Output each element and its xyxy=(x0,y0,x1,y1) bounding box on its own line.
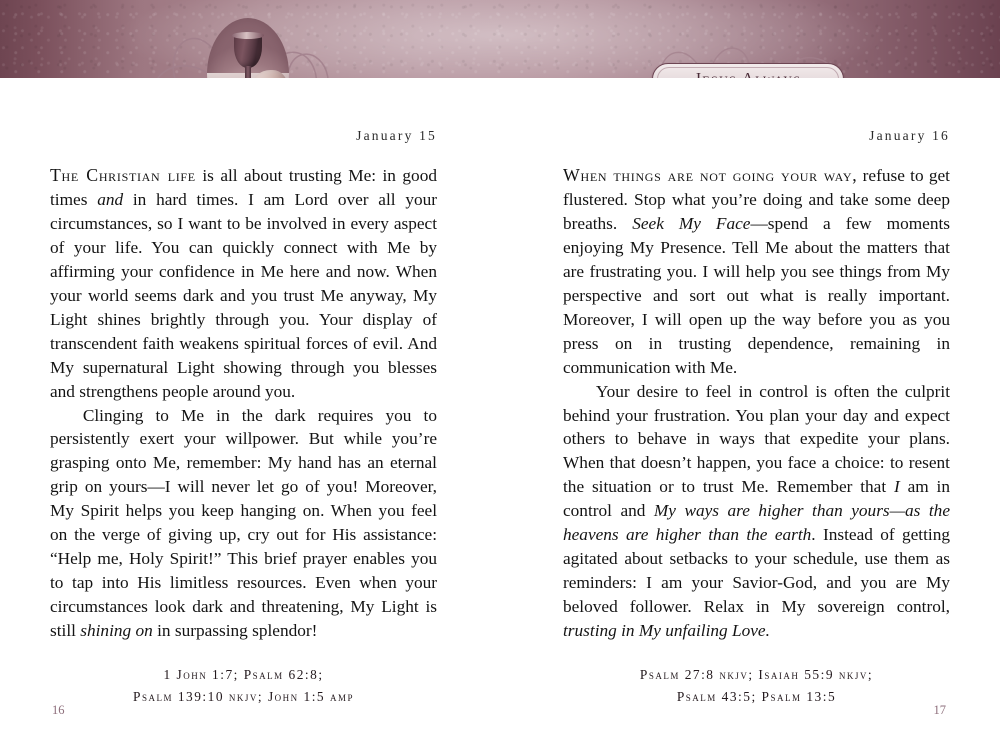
right-page-paragraph-1-text: refuse to get flustered. Stop what you’re doing and take some deep breaths. Seek My Face—spend a few moments enjoying My Presence. Tell Me about the matters that are frustrating you. I will help you see things from My perspective and sort out what is really important. Moreover, I will open up the way before you as you press on in trusting dependence, remaining in communication with Me. xyxy=(563,166,950,377)
right-page-paragraph-2: Your desire to feel in control is often the culprit behind your frustration. You plan your day and expect others to behave in ways that expedite your plans. When that doesn’t happen, you face a choice: to resent the situation or to trust Me. Remember that I am in control and My ways are higher than yours—as the heavens are higher than the earth. Instead of getting agitated about setbacks to your schedule, use them as reminders: I am your Savior-God, and you are My beloved follower. Relax in My sovereign control, trusting in My unfailing Love. xyxy=(563,381,950,641)
right-page-references-line-1: Psalm 27:8 nkjv; Isaiah 55:9 nkjv; xyxy=(639,667,874,683)
left-page-references-line-1: 1 John 1:7; Psalm 62:8; xyxy=(163,667,324,683)
right-page-folio: 17 xyxy=(933,703,946,717)
right-page-date: January 16 xyxy=(869,128,950,143)
right-page-opening-smallcaps: When things are not going your way, xyxy=(563,165,858,185)
left-page-references-line-2: Psalm 139:10 nkjv; John 1:5 amp xyxy=(133,688,354,704)
left-page-paragraph-1 xyxy=(50,163,437,404)
left-page-date: January 15 xyxy=(356,128,437,143)
left-page-references xyxy=(50,664,437,707)
goblet-bowl-shape xyxy=(234,34,262,68)
left-page-paragraph-1-text: is all about trusting Me: in good times and in hard times. I am Lord over all your circumstances, so I want to be involved in every aspect of your life. You can quickly connect with Me by affirming your confidence in Me here and now. When your world seems dark and you trust Me anyway, My Light shines brightly through you. Your display of transcendent faith weakens spiritual forces of evil. And My supernatural Light showing through you blesses and strengthens people around you. xyxy=(50,166,437,401)
left-page-paragraph-2: Clinging to Me in the dark requires you to persistently exert your willpower. But while you’re grasping onto Me, remember: My hand has an eternal grip on yours—I will never let go of you! Moreover, My Spirit helps you keep hanging on. When you feel on the verge of giving up, cry out for His assistance: “Help me, Holy Spirit!” This brief prayer enables you to tap into His limitless resources. Even when your circumstances look dark and threatening, My Light is still shining on in surpassing splendor! xyxy=(50,405,437,641)
right-page-paragraph-1 xyxy=(563,163,950,380)
page-spread xyxy=(0,78,1000,751)
right-page-references xyxy=(563,664,950,707)
right-page-references-line-2: Psalm 43:5; Psalm 13:5 xyxy=(676,688,837,704)
right-page-devotional xyxy=(563,163,950,643)
left-page-devotional xyxy=(50,163,437,643)
left-page-opening-smallcaps: The Christian life xyxy=(50,165,196,185)
right-page-column xyxy=(563,128,950,707)
left-page-folio: 16 xyxy=(52,703,65,717)
goblet-rim-shape xyxy=(232,32,264,39)
left-page-column xyxy=(50,128,437,707)
